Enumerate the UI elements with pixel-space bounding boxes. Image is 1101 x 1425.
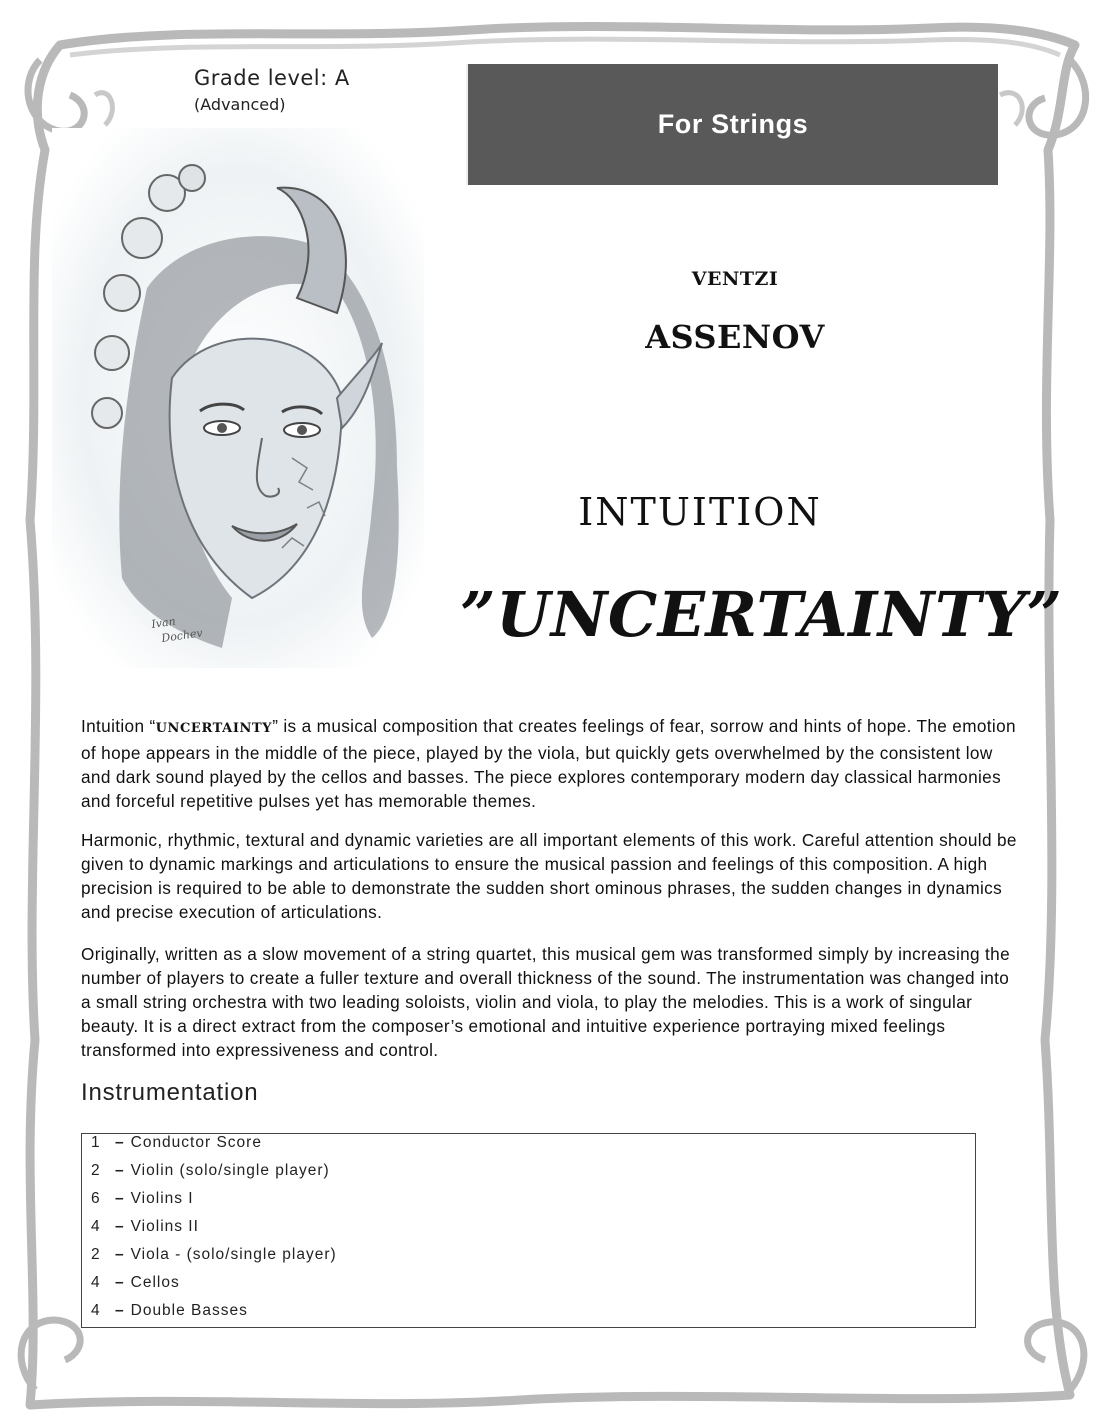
list-item xyxy=(91,1218,199,1246)
instrument-name: Viola - (solo/single player) xyxy=(130,1246,337,1263)
instrumentation-heading: Instrumentation xyxy=(81,1079,259,1106)
quantity: 2 xyxy=(91,1162,101,1179)
dash: – xyxy=(115,1246,125,1263)
dash: – xyxy=(115,1274,125,1291)
description-paragraph-1 xyxy=(81,714,1021,813)
work-title-prefix: INTUITION xyxy=(578,490,822,534)
instrumentation-list xyxy=(81,1133,976,1328)
quantity: 6 xyxy=(91,1190,101,1207)
dash: – xyxy=(115,1190,125,1207)
quantity: 4 xyxy=(91,1274,101,1291)
list-item xyxy=(91,1190,194,1218)
list-item xyxy=(91,1162,330,1190)
instrument-name: Conductor Score xyxy=(130,1134,262,1151)
list-item xyxy=(91,1134,262,1162)
for-strings-banner xyxy=(466,64,998,185)
instrument-name: Violins II xyxy=(130,1218,199,1235)
banner-text: For Strings xyxy=(657,109,809,139)
dash: – xyxy=(115,1302,125,1319)
svg-text:Ivan: Ivan xyxy=(150,614,177,631)
list-item xyxy=(91,1246,337,1274)
instrument-name: Violin (solo/single player) xyxy=(130,1162,330,1179)
p1-title: UNCERTAINTY xyxy=(155,721,273,736)
description-paragraph-2: Harmonic, rhythmic, textural and dynamic varieties are all important elements of this work. Careful attention should be given to dynamic markings and articulations to ensure the musical passion and feelings of this composition. A high precision is required to be able to demonstrate the sudden short ominous phrases, the sudden changes in dynamics and precise execution of articulations. xyxy=(81,830,1017,922)
quantity: 4 xyxy=(91,1302,101,1319)
portrait-illustration xyxy=(52,128,424,668)
grade-level: Grade level: A xyxy=(194,66,350,90)
p1-intro: Intuition “ xyxy=(81,716,156,736)
quantity: 2 xyxy=(91,1246,101,1263)
work-title-main: ”UNCERTAINTY” xyxy=(460,578,1063,651)
grade-level-description: (Advanced) xyxy=(194,95,286,114)
instrument-name: Double Basses xyxy=(130,1302,248,1319)
dash: – xyxy=(115,1218,125,1235)
p1-body: ” is a musical composition that creates feelings of fear, sorrow and hints of hope. The emotion of hope appears in the middle of the piece, played by the viola, but quickly gets overwhelmed by the consistent low and dark sound played by the cellos and basses. The piece explores contemporary modern day classical harmonies and forceful repetitive pulses yet has memorable themes. xyxy=(81,716,1016,811)
composer-last-name: ASSENOV xyxy=(645,318,825,356)
list-item xyxy=(91,1274,180,1302)
svg-text:Dochev: Dochev xyxy=(160,626,204,645)
composer-first-name: VENTZI xyxy=(691,268,779,290)
quantity: 4 xyxy=(91,1218,101,1235)
dash: – xyxy=(115,1134,125,1151)
instrument-name: Cellos xyxy=(130,1274,180,1291)
quantity: 1 xyxy=(91,1134,101,1151)
list-item xyxy=(91,1302,248,1330)
description-paragraph-3: Originally, written as a slow movement of a string quartet, this musical gem was transformed simply by increasing the number of players to create a fuller texture and overall thickness of the sound. The instrumentation was changed into a small string orchestra with two leading soloists, violin and viola, to play the melodies. This is a work of singular beauty. It is a direct extract from the composer’s emotional and intuitive experience portraying mixed feelings transformed into expressiveness and control. xyxy=(81,944,1010,1060)
instrument-name: Violins I xyxy=(130,1190,194,1207)
dash: – xyxy=(115,1162,125,1179)
